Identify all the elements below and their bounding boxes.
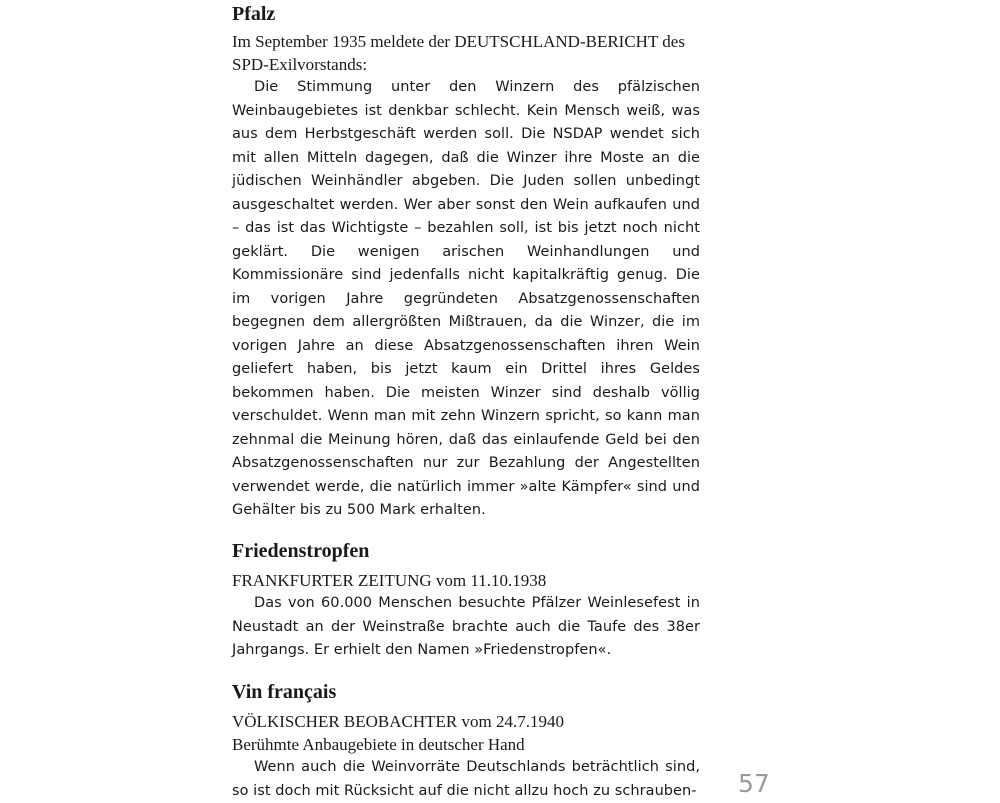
section-heading: Pfalz (232, 3, 276, 25)
section-vin-francais (232, 680, 700, 803)
page-number: 57 (738, 769, 770, 798)
section-body: Das von 60.000 Menschen besuchte Pfälzer Weinlesefest in Neustadt an der Weinstraße brachte auch die Taufe des 38er Jahrgangs. Er erhielt den Namen »Friedenstropfen«. (232, 595, 700, 658)
section-source: Im September 1935 meldete der DEUTSCHLAND-BERICHT des SPD-Exilvorstands: (232, 32, 685, 74)
section-body: Die Stimmung unter den Winzern des pfälzischen Weinbaugebietes ist denkbar schlecht. Kein Mensch weiß, was aus dem Herbstgeschäft werden soll. Die NSDAP wendet sich mit allen Mitteln dagegen, daß die Winzer ihre Moste an die jüdischen Weinhändler abgeben. Die Juden sollen unbedingt ausgeschaltet werden. Wer aber sonst den Wein aufkaufen und – das ist das Wichtigste – bezahlen soll, ist bis jetzt noch nicht geklärt. Die wenigen arischen Weinhandlungen und Kommissionäre sind jedenfalls nicht kapitalkräftig genug. Die im vorigen Jahre gegründeten Absatzgenossenschaften begegnen dem allergrößten Mißtrauen, da die Winzer, die im vorigen Jahre an diese Absatzgenossenschaften ihren Wein geliefert haben, bis jetzt kaum ein Drittel ihres Geldes bekommen haben. Die meisten Winzer sind deshalb völlig verschuldet. Wenn man mit zehn Winzern spricht, so kann man zehnmal die Meinung hören, daß das einlaufende Geld bei den Absatzgenossenschaften nur zur Bezahlung der Angestellten verwendet werde, die natürlich immer »alte Kämpfer« sind und Gehälter bis zu 500 Mark erhalten. (232, 79, 700, 518)
section-pfalz (232, 2, 700, 523)
section-heading: Vin français (232, 681, 337, 703)
section-subtitle: Berühmte Anbaugebiete in deutscher Hand (232, 735, 525, 754)
section-heading: Friedenstropfen (232, 540, 370, 562)
section-friedenstropfen (232, 539, 700, 663)
section-source: FRANKFURTER ZEITUNG vom 11.10.1938 (232, 571, 547, 590)
section-source: VÖLKISCHER BEOBACHTER vom 24.7.1940 (232, 712, 564, 731)
section-body: Wenn auch die Weinvorräte Deutschlands beträchtlich sind, so ist doch mit Rücksicht auf die nicht allzu hoch zu schrauben- (232, 759, 700, 799)
